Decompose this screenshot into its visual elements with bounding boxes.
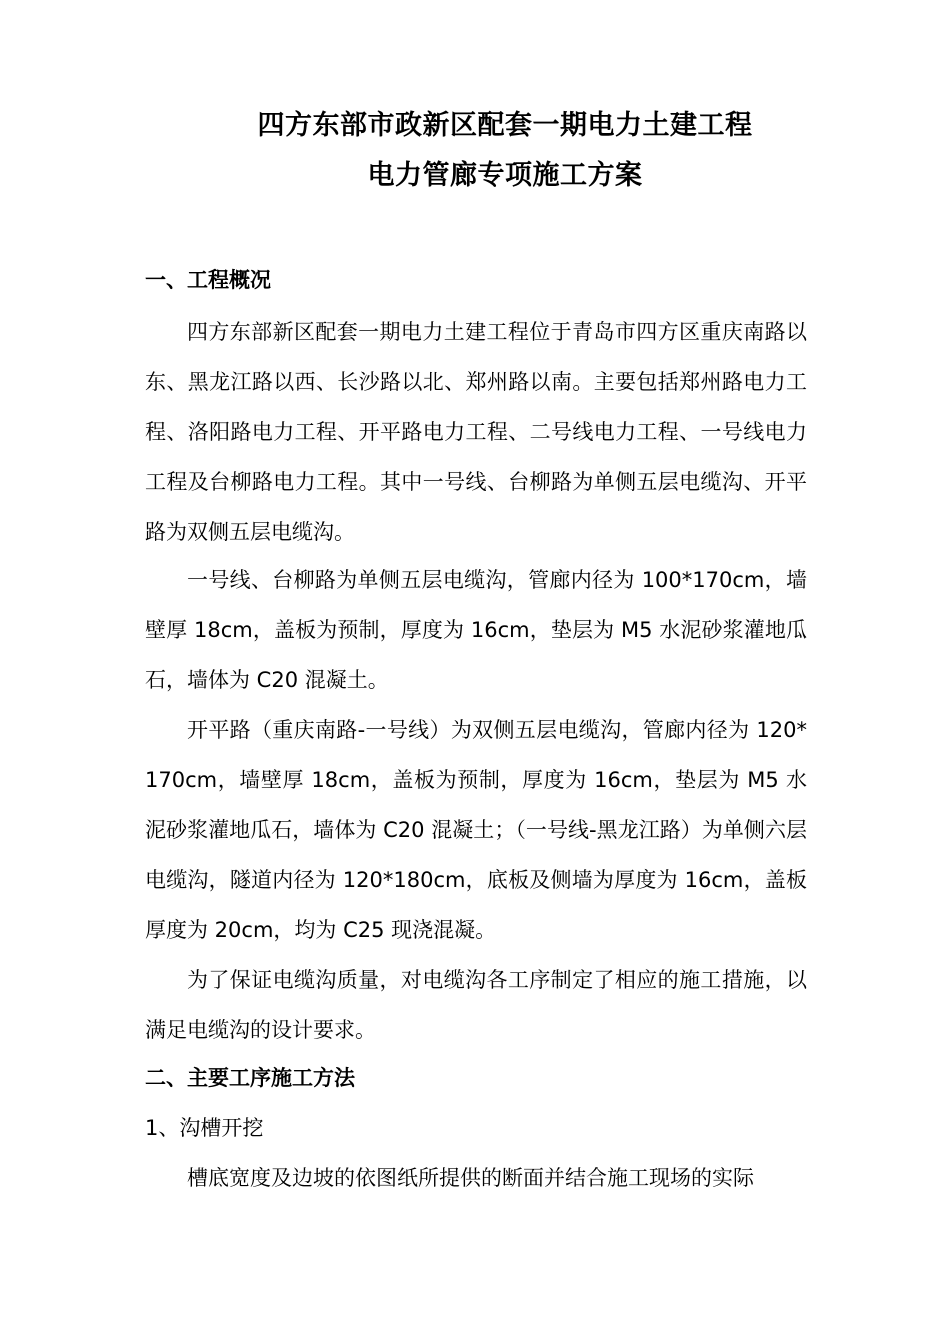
document-title-line1: 四方东部市政新区配套一期电力土建工程	[257, 110, 753, 141]
section2-paragraph-1: 槽底宽度及边坡的依图纸所提供的断面并结合施工现场的实际	[187, 1166, 754, 1190]
section1-paragraph-1: 四方东部新区配套一期电力土建工程位于青岛市四方区重庆南路以东、黑龙江路以西、长沙路以北、郑州路以南。主要包括郑州路电力工程、洛阳路电力工程、开平路电力工程、二号线电力工程、一号线电力工程及台柳路电力工程。其中一号线、台柳路为单侧五层电缆沟、开平路为双侧五层电缆沟。	[145, 320, 807, 544]
section2-heading: 二、主要工序施工方法	[145, 1066, 355, 1090]
section1-paragraph-2: 一号线、台柳路为单侧五层电缆沟，管廊内径为 100*170cm，墙壁厚 18cm，盖板为预制，厚度为 16cm，垫层为 M5 水泥砂浆灌地瓜石，墙体为 C20 混凝土。	[145, 568, 807, 692]
section1-paragraph-4: 为了保证电缆沟质量，对电缆沟各工序制定了相应的施工措施，以满足电缆沟的设计要求。	[145, 968, 807, 1042]
section2-subheading: 1、沟槽开挖	[145, 1116, 264, 1140]
document-title-line2: 电力管廊专项施工方案	[367, 160, 643, 191]
section1-heading: 一、工程概况	[145, 268, 271, 292]
section1-paragraph-3: 开平路（重庆南路-一号线）为双侧五层电缆沟，管廊内径为 120*170cm，墙壁厚 18cm，盖板为预制，厚度为 16cm，垫层为 M5 水泥砂浆灌地瓜石，墙体为 C20 混凝土；（一号线-黑龙江路）为单侧六层电缆沟，隧道内径为 120*180cm，底板及侧墙为厚度为 16cm，盖板厚度为 20cm，均为 C25 现浇混凝。	[145, 718, 807, 942]
